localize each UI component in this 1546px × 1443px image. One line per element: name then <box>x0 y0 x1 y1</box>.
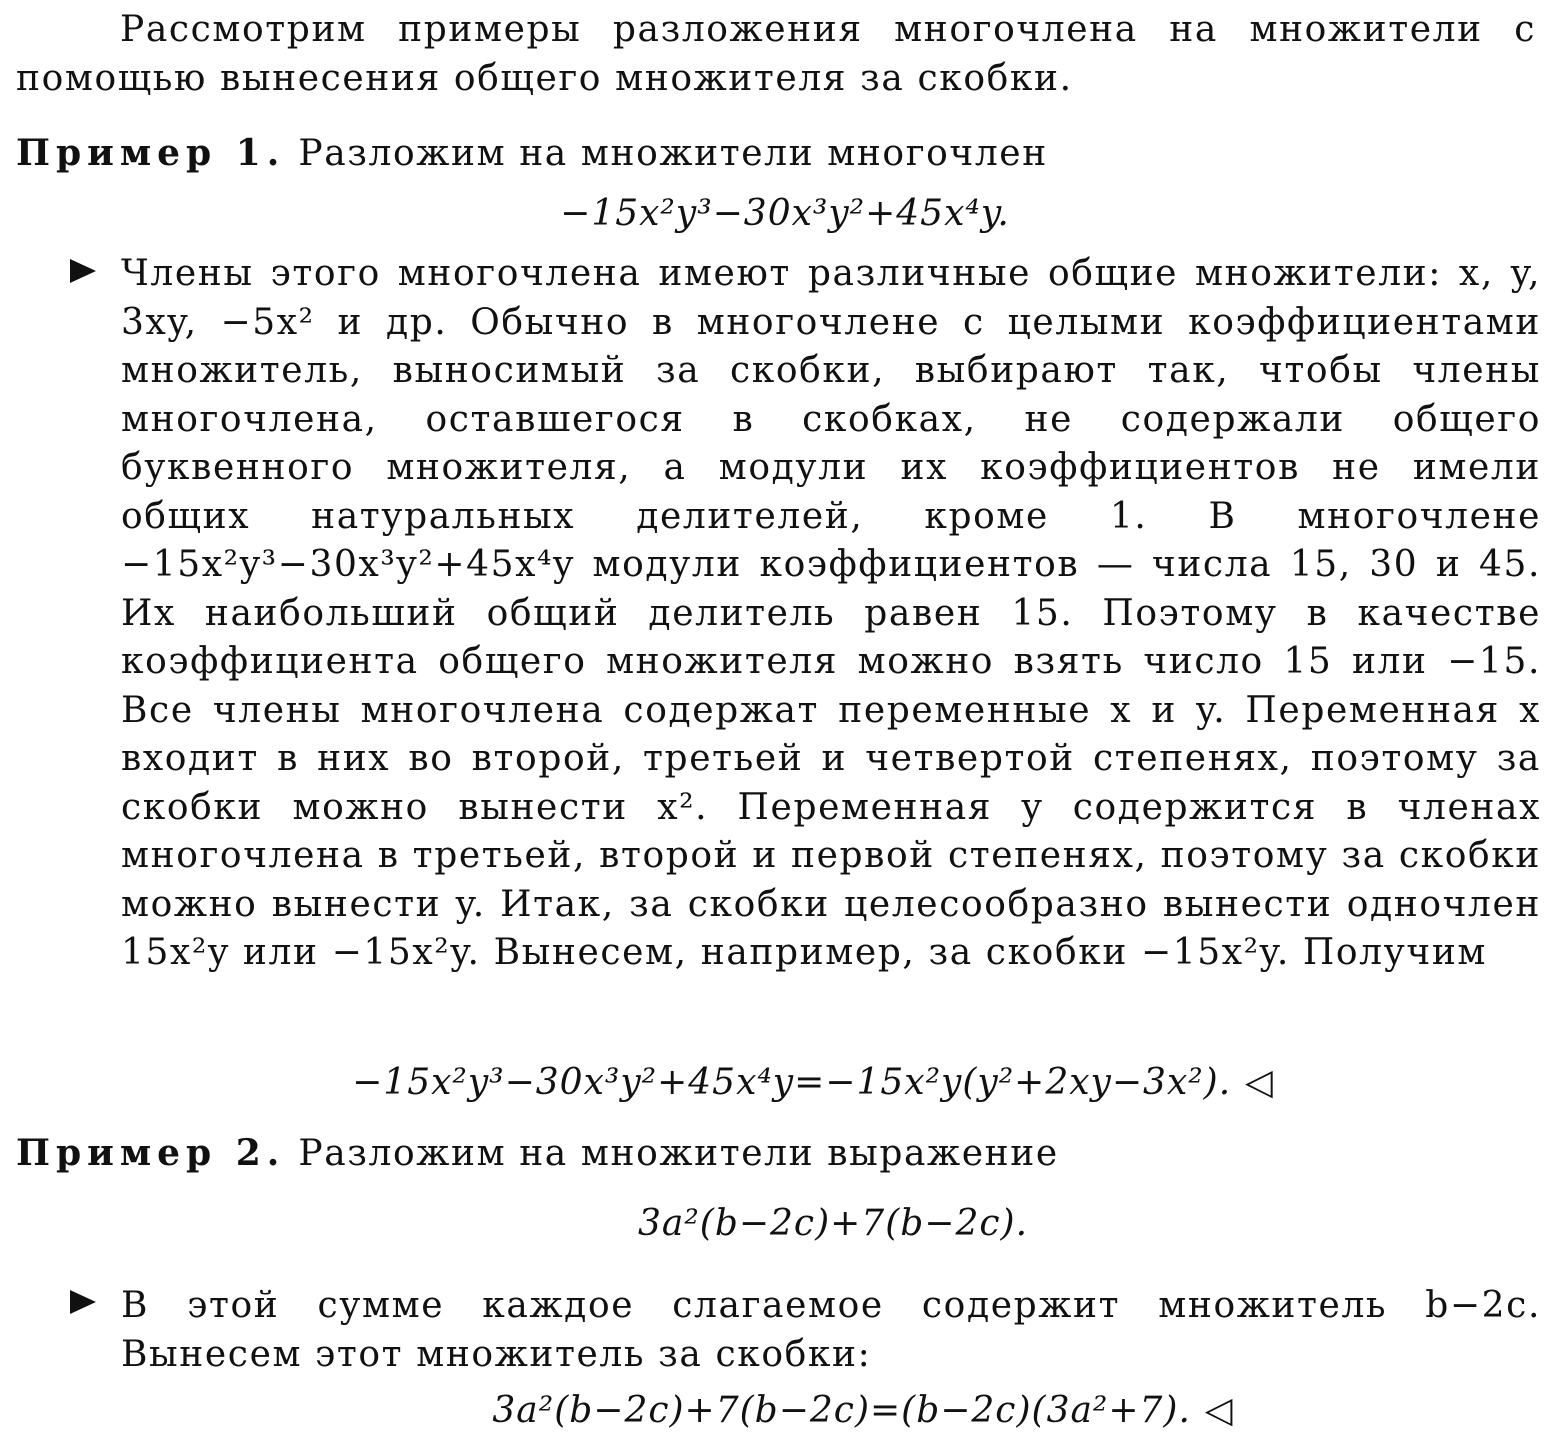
example-2-heading <box>16 1129 1059 1178</box>
example-2-formula: 3a²(b−2c)+7(b−2c). <box>637 1203 1029 1244</box>
intro-paragraph: Рассмотрим примеры разложения многочлена на множители с помощью вынесения общего множителя за скобки. <box>16 9 1536 99</box>
example-2-solution: В этой сумме каждое слагаемое содержит множитель b−2c. Вынесем этот множитель за скобки: <box>121 1285 1541 1375</box>
example-2-result-formula: 3a²(b−2c)+7(b−2c)=(b−2c)(3a²+7). <box>492 1390 1191 1431</box>
example-1-solution: Члены этого многочлена имеют различные общие множители: x, y, 3xy, −5x² и др. Обычно в многочлене с целыми коэффициентами множитель, выносимый за скобки, выбирают так, чтобы члены многочлена, оставшегося в скобках, не содержали общего буквенного множителя, а модули их коэффициентов не имели общих натуральных делителей, кроме 1. В многочлене −15x²y³−30x³y²+45x⁴y модули коэффициентов — числа 15, 30 и 45. Их наибольший общий делитель равен 15. Поэтому в качестве коэффициента общего множителя можно взять число 15 или −15. Все члены многочлена содержат переменные x и y. Переменная x входит в них во второй, третьей и четвертой степенях, поэтому за скобки можно вынести x². Переменная y содержится в членах многочлена в третьей, второй и первой степенях, поэтому за скобки можно вынести y. Итак, за скобки целесообразно вынести одночлен 15x²y или −15x²y. Вынесем, например, за скобки −15x²y. Получим <box>121 253 1541 973</box>
example-1-heading <box>16 129 1048 178</box>
solution-marker-icon <box>70 1290 96 1314</box>
example-1-formula: −15x²y³−30x³y²+45x⁴y. <box>560 193 1010 234</box>
example-1-result <box>40 1059 1546 1107</box>
example-1-result-formula: −15x²y³−30x³y²+45x⁴y=−15x²y(y²+2xy−3x²). <box>352 1062 1232 1103</box>
example-2-task: Разложим на множители выражение <box>298 1133 1059 1174</box>
solution-marker-icon <box>70 259 96 283</box>
end-of-solution-icon: ◁ <box>1204 1390 1234 1431</box>
example-2-label: Пример 2. <box>16 1132 286 1174</box>
end-of-solution-icon: ◁ <box>1245 1062 1274 1103</box>
example-1-task: Разложим на множители многочлен <box>298 133 1048 174</box>
example-2-result <box>90 1387 1546 1435</box>
example-1-label: Пример 1. <box>16 132 286 174</box>
